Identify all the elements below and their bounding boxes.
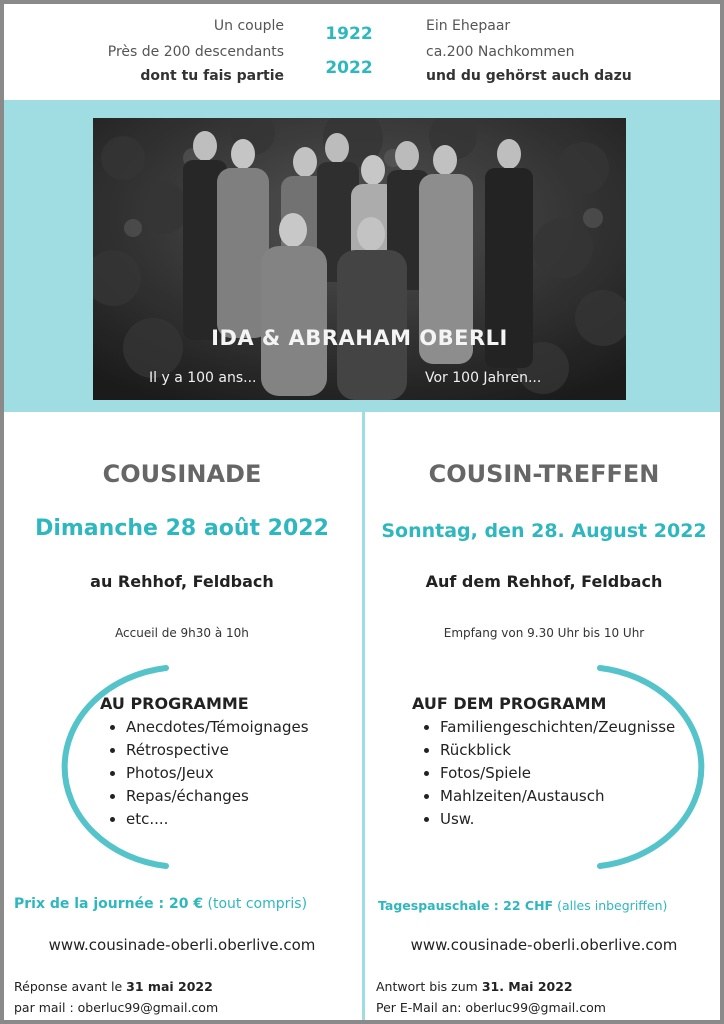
header-de-line2: ca.200 Nachkommen [426, 44, 575, 60]
header-de-line1: Ein Ehepaar [426, 18, 511, 34]
family-photo-image [93, 118, 626, 400]
family-photo [93, 118, 626, 400]
program-title-de: AUF DEM PROGRAMM [412, 694, 607, 713]
reply-email-de[interactable]: Per E-Mail an: oberluc99@gmail.com [376, 1000, 606, 1015]
header-fr-line1: Un couple [213, 18, 284, 34]
list-item: • Repas/échanges [126, 787, 309, 805]
year-end: 2022 [325, 58, 373, 78]
reply-info-de [376, 976, 606, 1018]
event-place-de: Auf dem Rehhof, Feldbach [425, 572, 663, 591]
list-item: • Familiengeschichten/Zeugnisse [440, 718, 675, 736]
program-title-fr: AU PROGRAMME [100, 694, 249, 713]
reply-info-fr [14, 976, 218, 1018]
price-note-de: (alles inbegriffen) [557, 898, 668, 913]
header-de-line3: und du gehörst auch dazu [426, 68, 632, 84]
reply-email-fr[interactable]: par mail : oberluc99@gmail.com [14, 1000, 219, 1015]
header-fr-line3: dont tu fais partie [140, 68, 284, 84]
reply-prefix-fr: Réponse avant le [14, 979, 123, 994]
reply-date-de: 31. Mai 2022 [481, 979, 573, 994]
price-label-de: Tagespauschale : 22 CHF [378, 898, 554, 913]
list-item: • Photos/Jeux [126, 764, 309, 782]
reply-date-fr: 31 mai 2022 [126, 979, 213, 994]
website-link-de[interactable]: www.cousinade-oberli.oberlive.com [410, 936, 678, 954]
photo-caption-de: Vor 100 Jahren... [425, 370, 542, 386]
event-date-de: Sonntag, den 28. August 2022 [381, 520, 707, 542]
list-item: • Rétrospective [126, 741, 309, 759]
event-date-fr: Dimanche 28 août 2022 [35, 516, 329, 541]
photo-band [4, 100, 720, 412]
event-title-de: COUSIN-TREFFEN [428, 460, 660, 488]
price-note-fr: (tout compris) [207, 896, 308, 912]
photo-title: IDA & ABRAHAM OBERLI [211, 326, 508, 350]
website-link-fr[interactable]: www.cousinade-oberli.oberlive.com [48, 936, 316, 954]
list-item: • etc.... [126, 810, 309, 828]
program-list-de [422, 718, 675, 833]
column-divider [362, 412, 365, 1024]
header-fr-line2: Près de 200 descendants [107, 44, 284, 60]
program-list-fr [108, 718, 309, 833]
price-label-fr: Prix de la journée : 20 € [14, 896, 204, 912]
list-item: • Anecdotes/Témoignages [126, 718, 309, 736]
welcome-time-de: Empfang von 9.30 Uhr bis 10 Uhr [443, 626, 645, 640]
photo-caption-fr: Il y a 100 ans... [149, 370, 257, 386]
header [4, 4, 720, 100]
list-item: • Rückblick [440, 741, 675, 759]
list-item: • Mahlzeiten/Austausch [440, 787, 675, 805]
event-title-fr: COUSINADE [102, 460, 262, 488]
french-column [4, 412, 360, 1024]
reply-prefix-de: Antwort bis zum [376, 979, 478, 994]
price-fr [14, 896, 307, 912]
list-item: • Fotos/Spiele [440, 764, 675, 782]
german-column [366, 412, 722, 1024]
event-place-fr: au Rehhof, Feldbach [90, 572, 274, 591]
welcome-time-fr: Accueil de 9h30 à 10h [115, 626, 249, 640]
list-item: • Usw. [440, 810, 675, 828]
year-start: 1922 [325, 24, 373, 44]
price-de [378, 898, 667, 913]
